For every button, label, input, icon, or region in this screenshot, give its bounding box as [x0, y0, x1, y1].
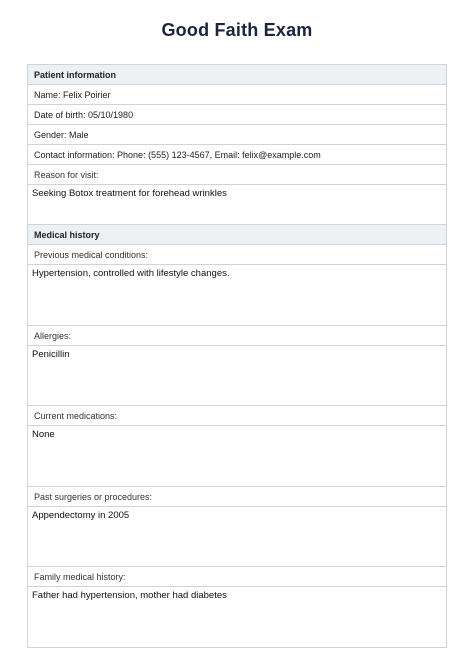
gender-field[interactable]: Gender: Male	[28, 125, 446, 145]
family-history-label: Family medical history:	[28, 567, 446, 587]
allergies-answer[interactable]: Penicillin	[28, 346, 446, 406]
past-surgeries-answer[interactable]: Appendectomy in 2005	[28, 507, 446, 567]
reason-for-visit-answer[interactable]: Seeking Botox treatment for forehead wrinkles	[28, 185, 446, 225]
current-medications-label: Current medications:	[28, 406, 446, 426]
section-header-medical-history: Medical history	[28, 225, 446, 245]
family-history-answer[interactable]: Father had hypertension, mother had diabetes	[32, 590, 227, 601]
allergies-label: Allergies:	[28, 326, 446, 346]
contact-information-field[interactable]: Contact information: Phone: (555) 123-4567, Email: felix@example.com	[28, 145, 446, 165]
past-surgeries-label: Past surgeries or procedures:	[28, 487, 446, 507]
name-field[interactable]: Name: Felix Poirier	[28, 85, 446, 105]
exam-form	[27, 64, 447, 648]
previous-conditions-label: Previous medical conditions:	[28, 245, 446, 265]
current-medications-answer[interactable]: None	[28, 426, 446, 487]
reason-for-visit-label: Reason for visit:	[28, 165, 446, 185]
date-of-birth-field[interactable]: Date of birth: 05/10/1980	[28, 105, 446, 125]
section-header-patient-information: Patient information	[28, 65, 446, 85]
page-title: Good Faith Exam	[161, 20, 313, 40]
previous-conditions-answer[interactable]: Hypertension, controlled with lifestyle changes.	[28, 265, 446, 326]
